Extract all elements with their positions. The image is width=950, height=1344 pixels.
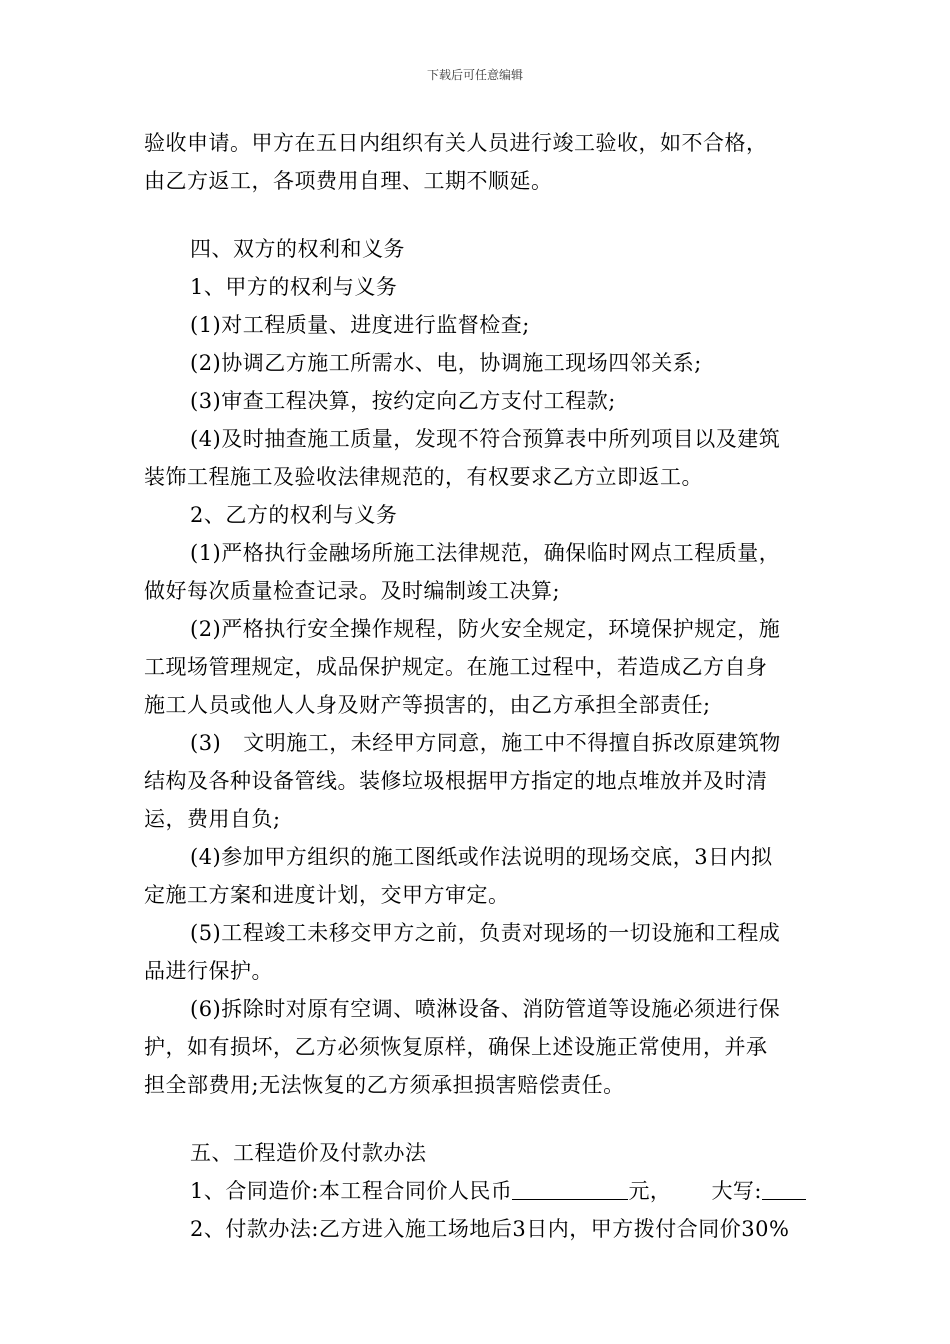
clause-a4-cont: 装饰工程施工及验收法律规范的，有权要求乙方立即返工。 — [144, 465, 703, 489]
subsection-heading-4-2: 2、乙方的权利与义务 — [190, 503, 398, 527]
clause-a1: (1)对工程质量、进度进行监督检查; — [190, 313, 530, 337]
clause-b6-cont: 护，如有损坏，乙方必须恢复原样，确保上述设施正常使用，并承 — [144, 1035, 768, 1059]
paragraph-line: 由乙方返工，各项费用自理、工期不顺延。 — [144, 169, 553, 193]
paragraph-line: 验收申请。甲方在五日内组织有关人员进行竣工验收，如不合格， — [144, 131, 768, 155]
document-body — [144, 124, 808, 1248]
clause-b6-cont: 担全部费用;无法恢复的乙方须承担损害赔偿责任。 — [144, 1073, 625, 1097]
section-heading-5: 五、工程造价及付款办法 — [190, 1141, 427, 1165]
page-header: 下载后可任意编辑 — [426, 68, 523, 82]
clause-b3-cont: 运，费用自负; — [144, 807, 281, 831]
clause-b2: (2)严格执行安全操作规程，防火安全规定，环境保护规定，施 — [190, 617, 781, 641]
clause-c2: 2、付款办法:乙方进入施工场地后3日内，甲方拨付合同价30% — [190, 1217, 790, 1241]
clause-b4-cont: 定施工方案和进度计划，交甲方审定。 — [144, 883, 510, 907]
daxie-blank — [762, 1173, 806, 1200]
yuan-label: 元， — [628, 1179, 672, 1203]
clause-b1: (1)严格执行金融场所施工法律规范，确保临时网点工程质量， — [190, 541, 781, 565]
clause-a2: (2)协调乙方施工所需水、电，协调施工现场四邻关系; — [190, 351, 702, 375]
spacer — [144, 1104, 808, 1134]
clause-b6: (6)拆除时对原有空调、喷淋设备、消防管道等设施必须进行保 — [190, 997, 781, 1021]
section-heading-4: 四、双方的权利和义务 — [190, 237, 405, 261]
clause-b4: (4)参加甲方组织的施工图纸或作法说明的现场交底，3日内拟 — [190, 845, 773, 869]
clause-a4: (4)及时抽查施工质量，发现不符合预算表中所列项目以及建筑 — [190, 427, 781, 451]
clause-number: (3) — [190, 731, 222, 755]
clause-text: 文明施工，未经甲方同意，施工中不得擅自拆改原建筑物 — [243, 731, 781, 755]
clause-a3: (3)审查工程决算，按约定向乙方支付工程款; — [190, 389, 616, 413]
clause-b3 — [144, 724, 808, 762]
contract-price-label: 1、合同造价:本工程合同价人民币 — [190, 1179, 513, 1203]
subsection-heading-4-1: 1、甲方的权利与义务 — [190, 275, 398, 299]
daxie-label: 大写: — [711, 1179, 763, 1203]
clause-b1-cont: 做好每次质量检查记录。及时编制竣工决算; — [144, 579, 561, 603]
clause-b3-cont: 结构及各种设备管线。装修垃圾根据甲方指定的地点堆放并及时清 — [144, 769, 768, 793]
amount-blank — [512, 1173, 628, 1200]
clause-b5-cont: 品进行保护。 — [144, 959, 273, 983]
clause-b2-cont: 工现场管理规定，成品保护规定。在施工过程中，若造成乙方自身 — [144, 655, 768, 679]
spacer — [144, 200, 808, 230]
clause-b5: (5)工程竣工未移交甲方之前，负责对现场的一切设施和工程成 — [190, 921, 781, 945]
clause-c1 — [144, 1172, 808, 1210]
clause-b2-cont: 施工人员或他人人身及财产等损害的，由乙方承担全部责任; — [144, 693, 711, 717]
